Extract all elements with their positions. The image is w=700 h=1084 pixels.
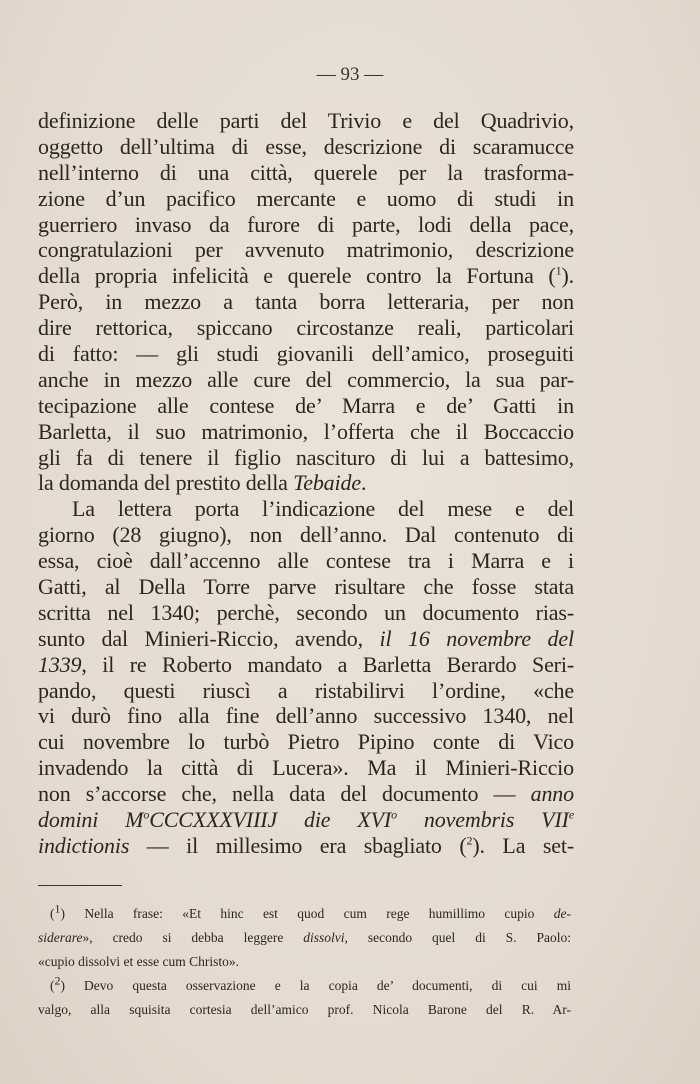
text-run: la domanda del prestito della [38, 470, 294, 496]
page-number: — 93 — [316, 64, 384, 85]
text-line [38, 548, 574, 574]
text-run: La lettera porta l’indicazione del mese e del [72, 496, 574, 522]
text-line [38, 445, 574, 471]
footnote-rule [38, 885, 122, 886]
text-line [38, 496, 574, 522]
text-line [38, 833, 574, 859]
note-ref: 2 [466, 833, 473, 848]
text-line [38, 315, 574, 341]
note-ref: e [568, 807, 574, 822]
text-line [38, 678, 574, 704]
text-run: il 16 novembre del [379, 625, 574, 651]
text-run: Tebaide [293, 470, 361, 496]
footnotes [38, 902, 571, 1022]
text-run: sunto dal Minieri-Riccio, avendo, [38, 625, 380, 651]
text-line [38, 600, 574, 626]
text-run: tecipazione alle contese de’ Marra e de’ Gatti in [38, 392, 574, 418]
text-run: non s’accorse che, nella data del documento — [38, 781, 531, 807]
text-line [38, 807, 574, 833]
text-line [38, 419, 574, 445]
text-run: congratulazioni per avvenuto matrimonio, descrizione [38, 237, 574, 263]
text-line [38, 626, 574, 652]
text-run: ) Devo questa osservazione e la copia de’ documenti, di cui mi [60, 978, 571, 993]
text-run: oggetto dell’ultima di esse, descrizione di scaramucce [38, 133, 574, 159]
text-run: siderare [38, 930, 83, 945]
text-run: indictionis [38, 832, 130, 858]
text-line [38, 755, 574, 781]
text-run: . [360, 470, 367, 496]
text-run: ). [561, 263, 574, 289]
text-run: cui novembre lo turbò Pietro Pipino conte di Vico [38, 729, 574, 755]
text-run: pando, questi riuscì a ristabilirvi l’ordine, «che [38, 677, 574, 703]
text-run: — il millesimo era sbagliato ( [129, 832, 467, 858]
text-run: , il re Roberto mandato a Barletta Berardo Seri- [81, 651, 574, 677]
text-line [38, 652, 574, 678]
text-run: domini M [38, 807, 144, 833]
text-line [38, 237, 574, 263]
note-ref: 2 [54, 973, 61, 988]
text-run: scritta nel 1340; perchè, secondo un documento rias- [38, 599, 574, 625]
text-run: giorno (28 giugno), non dell’anno. Dal contenuto di [38, 522, 574, 548]
text-run: novembris VII [396, 807, 569, 833]
note-ref: 1 [555, 264, 562, 279]
text-run: CCCXXXVIIIJ die XVI [149, 807, 392, 833]
text-run: definizione delle parti del Trivio e del Quadrivio, [38, 108, 574, 133]
text-run: anno [530, 781, 574, 807]
text-line [38, 781, 574, 807]
text-line [38, 212, 574, 238]
text-line [38, 341, 574, 367]
note-ref: o [143, 807, 150, 822]
text-line [38, 134, 574, 160]
text-run: anche in mezzo alle cure del commercio, la sua par- [38, 366, 574, 392]
text-run: Gatti, al Della Torre parve risultare che fosse stata [38, 574, 574, 600]
footnote-line [38, 998, 571, 1022]
text-run: Però, in mezzo a tanta borra letteraria, per non [38, 289, 574, 315]
text-line [38, 263, 574, 289]
text-run: , secondo quel di S. Paolo: [344, 930, 571, 945]
text-run: 1339 [38, 651, 82, 677]
text-run: «cupio dissolvi et esse cum Christo». [38, 954, 239, 969]
footnote-line [38, 974, 571, 998]
text-run: invadendo la città di Lucera». Ma il Minieri-Riccio [38, 755, 574, 781]
text-run: dissolvi [303, 930, 345, 945]
text-run: vi durò fino alla fine dell’anno successivo 1340, nel [38, 703, 574, 729]
text-line [38, 574, 574, 600]
text-run: nell’interno di una città, querele per la trasforma- [38, 159, 574, 185]
text-line [38, 729, 574, 755]
text-run: guerriero invaso da furore di parte, lodi della pace, [38, 211, 574, 237]
text-run: valgo, alla squisita cortesia dell’amico prof. Nicola Barone del R. Ar- [38, 1002, 571, 1017]
note-ref: o [391, 807, 397, 822]
footnote-line [38, 902, 571, 926]
text-line [38, 108, 574, 134]
text-run: dire rettorica, spiccano circostanze reali, particolari [38, 315, 574, 341]
text-line [38, 367, 574, 393]
text-run: ( [50, 978, 55, 993]
footnote-line [38, 926, 571, 950]
text-run: ). La set- [472, 832, 575, 858]
text-line [38, 522, 574, 548]
text-line [38, 703, 574, 729]
body-text [38, 108, 574, 859]
text-run: », credo si debba leggere [82, 930, 304, 945]
text-line [38, 470, 574, 496]
text-run: ) Nella frase: «Et hinc est quod cum rege humillimo cupio [60, 906, 554, 921]
footnote-line [38, 950, 571, 974]
text-run: di fatto: — gli studi giovanili dell’amico, proseguiti [38, 341, 574, 367]
text-run: Barletta, il suo matrimonio, l’offerta che il Boccaccio [38, 418, 574, 444]
note-ref: 1 [54, 901, 61, 916]
text-line [38, 160, 574, 186]
text-run: della propria infelicità e querele contro la Fortuna ( [38, 263, 556, 289]
text-run: zione d’un pacifico mercante e uomo di studi in [38, 185, 574, 211]
text-line [38, 186, 574, 212]
text-line [38, 289, 574, 315]
text-line [38, 393, 574, 419]
text-run: gli fa di tenere il figlio nascituro di lui a battesimo, [38, 444, 574, 470]
text-run: de- [553, 906, 571, 921]
text-run: essa, cioè dall’accenno alle contese tra i Marra e i [38, 548, 574, 574]
text-run: ( [50, 906, 55, 921]
